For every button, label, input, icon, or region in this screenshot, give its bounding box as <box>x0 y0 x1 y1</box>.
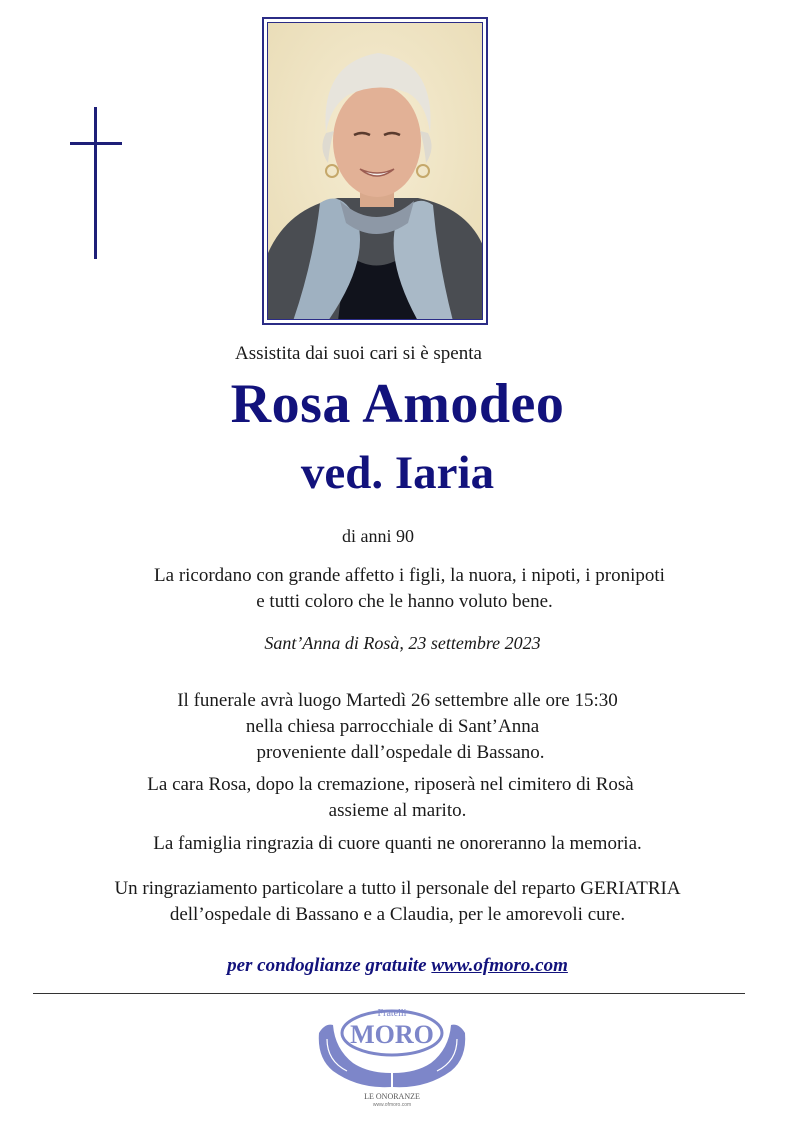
logo-main-text: MORO <box>350 1020 434 1049</box>
condolences-link[interactable]: www.ofmoro.com <box>431 955 568 976</box>
cross-icon-bar <box>70 142 122 145</box>
funeral-line: nella chiesa parrocchiale di Sant’Anna <box>245 716 540 737</box>
condolences-line <box>0 955 795 977</box>
logo-top-text: Fratelli <box>377 1008 407 1019</box>
logo-bottom-text: LE ONORANZE <box>364 1092 420 1101</box>
fratelli-moro-logo <box>313 1003 471 1107</box>
burial-line: La cara Rosa, dopo la cremazione, riposerà nel cimitero di Rosà <box>147 774 634 795</box>
place-date: Sant’Anna di Rosà, 23 settembre 2023 <box>264 633 541 653</box>
deceased-subtitle: ved. Iaria <box>300 447 495 499</box>
funeral-line: proveniente dall’ospedale di Bassano. <box>256 742 545 763</box>
remembrance-line: La ricordano con grande affetto i figli, la nuora, i nipoti, i pronipoti <box>154 565 665 586</box>
remembrance-text <box>0 563 795 615</box>
special-thanks-line: dell’ospedale di Bassano e a Claudia, per le amorevoli cure. <box>169 904 626 925</box>
deceased-name: Rosa Amodeo <box>230 373 565 435</box>
divider <box>33 993 745 994</box>
portrait-photo <box>267 22 483 320</box>
remembrance-line: e tutti coloro che le hanno voluto bene. <box>256 591 553 612</box>
cross-icon <box>94 107 97 259</box>
burial-text <box>0 772 795 824</box>
special-thanks-line: Un ringraziamento particolare a tutto il personale del reparto GERIATRIA <box>114 878 681 899</box>
burial-line: assieme al marito. <box>328 800 467 821</box>
place-date-line <box>0 633 795 654</box>
logo-url-text: www.ofmoro.com <box>372 1102 412 1107</box>
condolences-label: per condoglianze gratuite <box>227 955 427 976</box>
intro-text: Assistita dai suoi cari si è spenta <box>235 343 482 364</box>
age-text: di anni 90 <box>342 526 414 546</box>
funeral-line: Il funerale avrà luogo Martedì 26 settembre alle ore 15:30 <box>177 690 618 711</box>
special-thanks-text <box>0 876 795 928</box>
thanks-text: La famiglia ringrazia di cuore quanti ne onoreranno la memoria. <box>153 833 642 854</box>
funeral-text <box>0 688 795 766</box>
portrait-frame <box>262 17 488 325</box>
